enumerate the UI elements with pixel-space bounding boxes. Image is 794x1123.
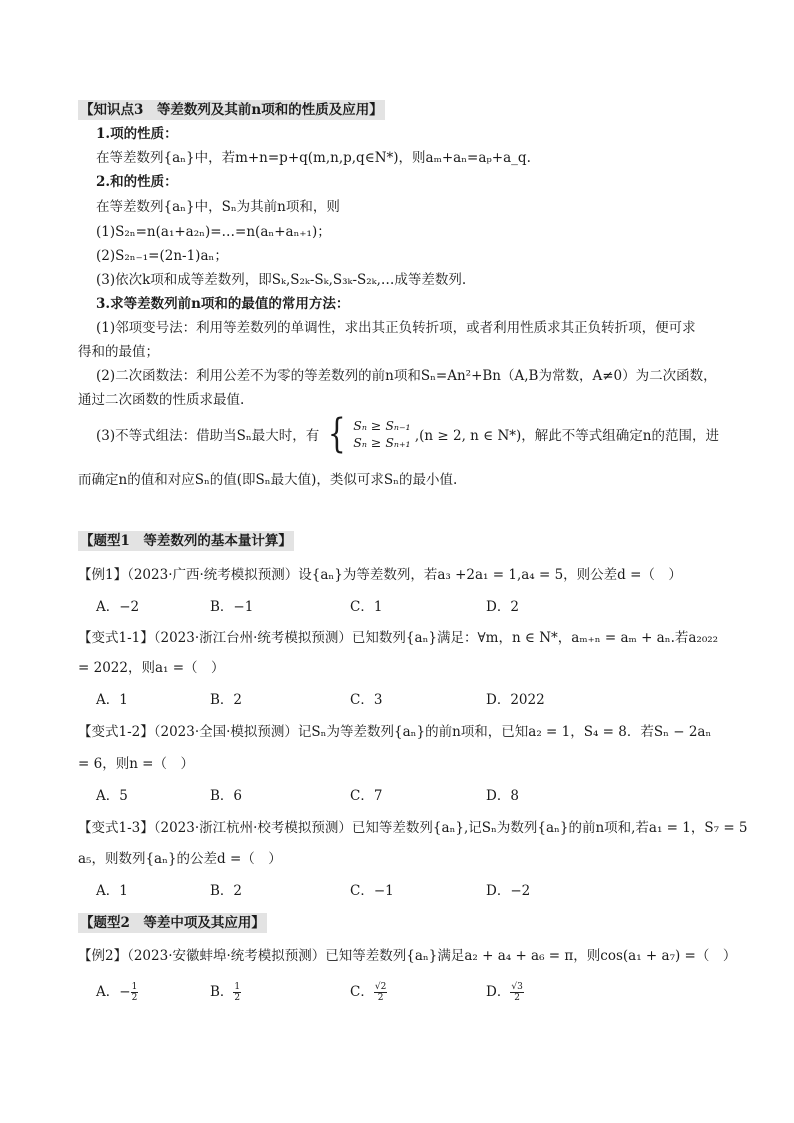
section-heading-type2: 【题型2 等差中项及其应用】 [80, 915, 265, 931]
example-1-question: 【例1】（2023·广西·统考模拟预测）设{aₙ}为等差数列，若a₃ +2a₁ = 1,a₄ = 5，则公差d =（ ） [78, 567, 682, 583]
fraction [131, 982, 139, 1003]
denominator: 2 [131, 993, 138, 1003]
sum-property-1: (1)S₂ₙ=n(a₁+a₂ₙ)=…=n(aₙ+aₙ₊₁)； [96, 224, 331, 240]
subheading-sum-property: 2.和的性质： [96, 174, 178, 190]
numerator: √3 [511, 982, 523, 992]
example-1-options [96, 597, 736, 617]
section-heading-type1: 【题型1 等差数列的基本量计算】 [80, 533, 292, 549]
numerator: √2 [374, 982, 387, 992]
inequality-1: Sₙ ≥ Sₙ₋₁ [353, 418, 411, 433]
denominator: 2 [377, 993, 384, 1003]
text-item-property: 在等差数列{aₙ}中，若m+n=p+q(m,n,p,q∈N*)，则aₘ+aₙ=aₚ+a_q. [96, 150, 531, 166]
left-brace: { [327, 411, 346, 457]
example-2-question: 【例2】（2023·安徽蚌埠·统考模拟预测）已知等差数列{aₙ}满足a₂ + a₄ + a₆ = π，则cos(a₁ + a₇) =（ ） [78, 948, 737, 964]
option-c[interactable]: C．3 [350, 692, 383, 708]
variant-1-1-options [96, 690, 736, 710]
option-label: D． [486, 984, 511, 1000]
option-a[interactable]: A．1 [96, 883, 128, 899]
option-label: C． [350, 984, 374, 1000]
denominator: 2 [514, 993, 520, 1003]
method-3-prefix: (3)不等式组法：借助当Sₙ最大时，有 [96, 428, 320, 444]
option-a[interactable]: A．5 [96, 788, 128, 804]
option-d[interactable]: D．−2 [486, 883, 531, 899]
variant-1-2-question-b: = 6，则n =（ ） [78, 756, 194, 772]
option-sign: − [119, 984, 131, 1000]
sum-property-3: (3)依次k项和成等差数列，即Sₖ,S₂ₖ-Sₖ,S₃ₖ-S₂ₖ,…成等差数列. [96, 272, 467, 288]
fraction [374, 982, 387, 1003]
option-d[interactable]: D．2022 [486, 692, 545, 708]
variant-1-1-question-b: = 2022，则a₁ =（ ） [78, 660, 225, 676]
method-3-suffix: ,(n ≥ 2, n ∈ N*)，解此不等式组确定n的范围，进 [414, 428, 719, 444]
variant-1-2-options [96, 786, 736, 806]
option-a[interactable] [96, 982, 138, 1003]
fraction [233, 982, 241, 1003]
variant-1-3-question-a: 【变式1-3】（2023·浙江杭州·校考模拟预测）已知等差数列{aₙ},记Sₙ为数列{aₙ}的前n项和,若a₁ = 1，S₇ = 5 [78, 820, 748, 836]
subheading-extremum-methods: 3.求等差数列前n项和的最值的常用方法： [96, 296, 350, 312]
denominator: 2 [234, 993, 241, 1003]
option-b[interactable]: B．2 [210, 692, 243, 708]
variant-1-3-question-b: a₅，则数列{aₙ}的公差d =（ ） [78, 851, 282, 867]
option-b[interactable] [210, 982, 241, 1003]
option-d[interactable]: D．8 [486, 788, 519, 804]
option-c[interactable]: C．7 [350, 788, 383, 804]
option-b[interactable]: B．6 [210, 788, 243, 804]
option-c[interactable]: C．−1 [350, 883, 394, 899]
example-2-options [96, 982, 736, 1002]
option-d[interactable]: D．2 [486, 599, 519, 615]
subheading-item-property: 1.项的性质： [96, 126, 178, 142]
numerator: 1 [234, 982, 241, 992]
method-2-line-b: 通过二次函数的性质求最值. [78, 392, 245, 408]
method-3-line-b: 而确定n的值和对应Sₙ的值(即Sₙ最大值)，类似可求Sₙ的最小值. [78, 472, 458, 488]
text-sum-property: 在等差数列{aₙ}中，Sₙ为其前n项和，则 [96, 199, 340, 215]
inequality-system [353, 417, 410, 451]
option-c[interactable] [350, 982, 387, 1003]
section-heading-kp3: 【知识点3 等差数列及其前n项和的性质及应用】 [80, 102, 383, 118]
method-2-line-a: (2)二次函数法：利用公差不为零的等差数列的前n项和Sₙ=An²+Bn（A,B为常数，A≠0）为二次函数， [96, 368, 717, 384]
method-1-line-a: (1)邻项变号法：利用等差数列的单调性，求出其正负转折项，或者利用性质求其正负转折项，便可求 [96, 320, 696, 336]
numerator: 1 [131, 982, 138, 992]
option-a[interactable]: A．−2 [96, 599, 140, 615]
fraction [510, 982, 523, 1003]
sum-property-2: (2)S₂ₙ₋₁=(2n-1)aₙ； [96, 248, 228, 264]
variant-1-2-question-a: 【变式1-2】（2023·全国·模拟预测）记Sₙ为等差数列{aₙ}的前n项和，已知a₂ = 1，S₄ = 8．若Sₙ − 2aₙ [78, 724, 712, 740]
option-c[interactable]: C．1 [350, 599, 383, 615]
option-d[interactable] [486, 982, 524, 1003]
variant-1-3-options [96, 881, 736, 901]
inequality-2: Sₙ ≥ Sₙ₊₁ [353, 435, 411, 450]
method-3-line-a [96, 411, 719, 464]
variant-1-1-question-a: 【变式1-1】（2023·浙江台州·统考模拟预测）已知数列{aₙ}满足：∀m，n ∈ N*，aₘ₊ₙ = aₘ + aₙ.若a₂₀₂₂ [78, 630, 719, 646]
option-label: B． [210, 984, 234, 1000]
method-1-line-b: 得和的最值； [78, 344, 159, 360]
option-label: A． [96, 984, 120, 1000]
option-a[interactable]: A．1 [96, 692, 128, 708]
option-b[interactable]: B．2 [210, 883, 243, 899]
option-b[interactable]: B．−1 [210, 599, 254, 615]
